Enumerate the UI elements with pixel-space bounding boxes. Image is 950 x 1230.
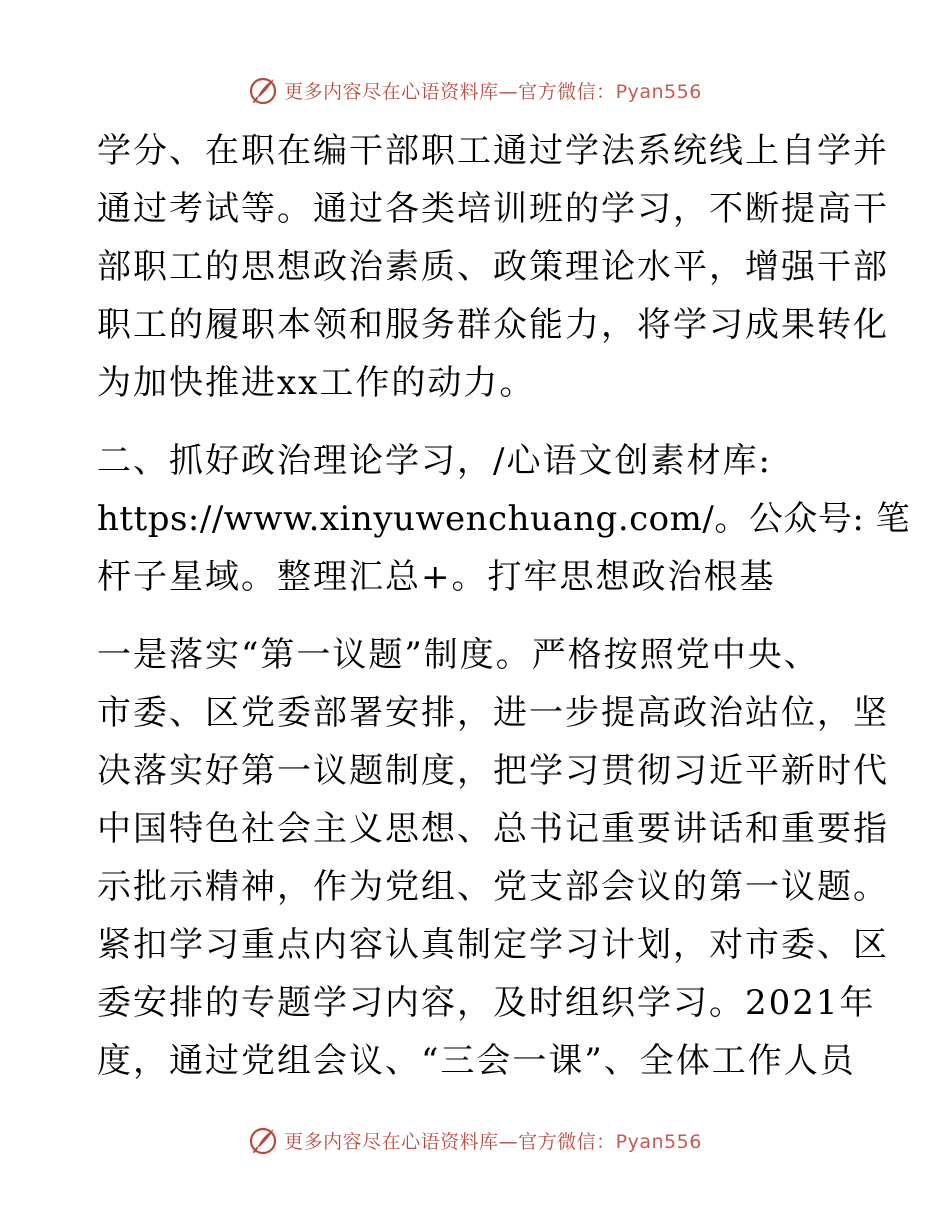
body-line: 度，通过党组会议、“三会一课”、全体工作人员	[97, 1041, 856, 1081]
body-line: 市委、区党委部署安排，进一步提高政治站位，坚	[97, 693, 889, 733]
wechat-id: Pyan556	[615, 1130, 702, 1153]
body-line: 中国特色社会主义思想、总书记重要讲话和重要指	[97, 809, 889, 849]
body-line: 决落实好第一议题制度，把学习贯彻习近平新时代	[97, 751, 889, 791]
footer-watermark-banner	[0, 1120, 950, 1160]
body-line: 紧扣学习重点内容认真制定学习计划，对市委、区	[97, 925, 889, 965]
paragraph-start: 一是落实“第一议题”制度。严格按照党中央、	[97, 635, 820, 675]
document-body	[97, 122, 911, 1090]
feather-pen-logo-icon	[248, 75, 278, 105]
body-line: 示批示精神，作为党组、党支部会议的第一议题。	[97, 867, 889, 907]
body-line: https://www.xinyuwenchuang.com/。公众号: 笔	[97, 499, 911, 539]
body-line: 部职工的思想政治素质、政策理论水平，增强干部	[97, 247, 889, 287]
watermark-text: 更多内容尽在心语资料库—官方微信：Pyan556	[284, 80, 702, 103]
wechat-id: Pyan556	[615, 80, 702, 103]
header-watermark-banner	[0, 70, 950, 110]
watermark-text: 更多内容尽在心语资料库—官方微信：Pyan556	[284, 1130, 702, 1153]
section-heading: 二、抓好政治理论学习，/心语文创素材库:	[97, 441, 772, 481]
body-line: 杆子星域。整理汇总+。打牢思想政治根基	[97, 557, 776, 597]
body-line: 学分、在职在编干部职工通过学法系统线上自学并	[97, 131, 889, 171]
feather-pen-logo-icon	[248, 1125, 278, 1155]
body-line: 通过考试等。通过各类培训班的学习，不断提高干	[97, 189, 889, 229]
body-line: 委安排的专题学习内容，及时组织学习。2021年	[97, 983, 876, 1023]
body-line: 职工的履职本领和服务群众能力，将学习成果转化	[97, 305, 889, 345]
body-line: 为加快推进xx工作的动力。	[97, 363, 536, 403]
